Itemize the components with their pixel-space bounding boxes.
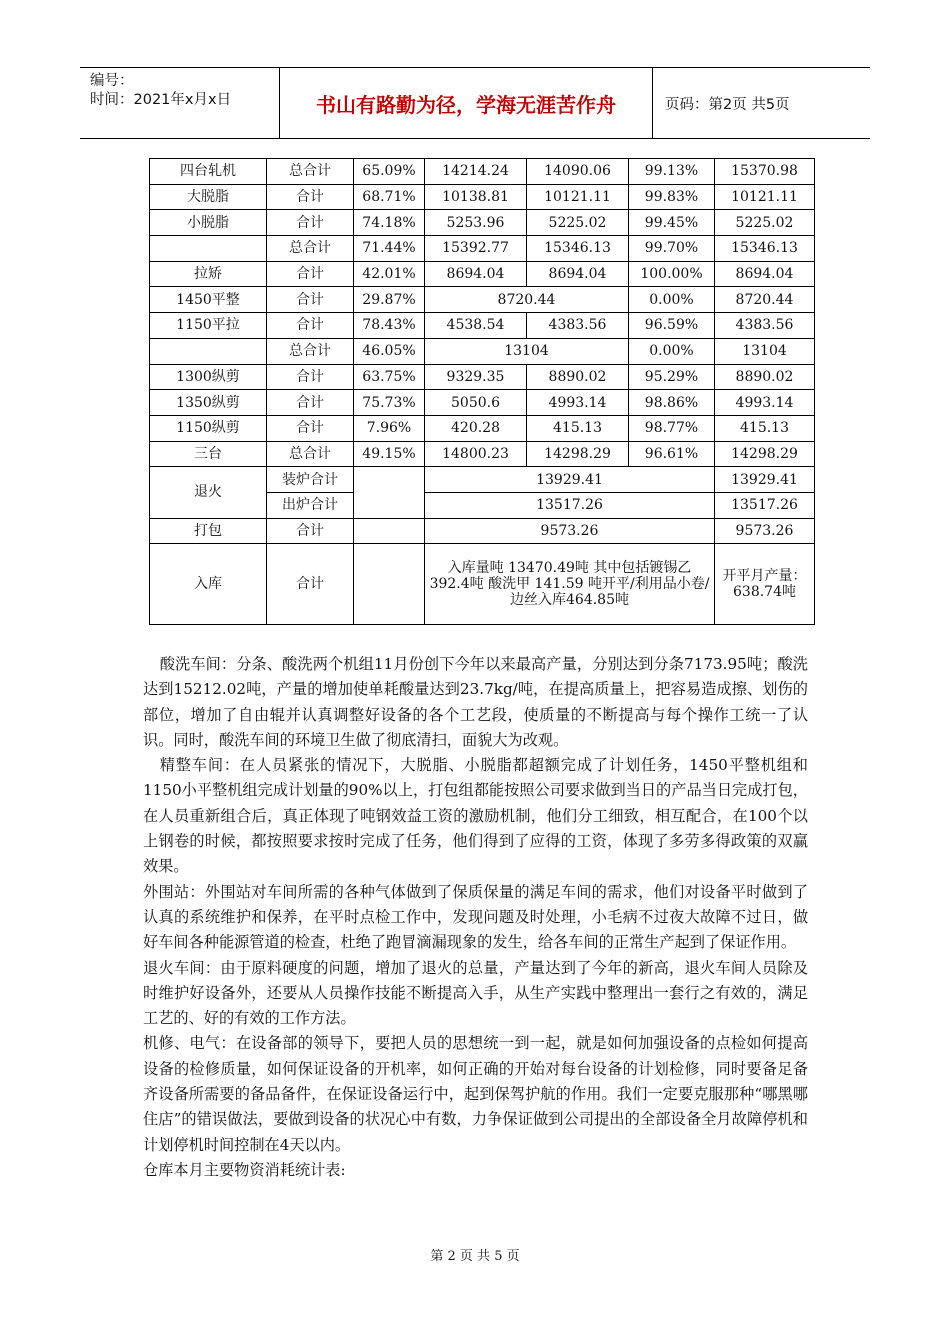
header-motto: 书山有路勤为径，学海无涯苦作舟 [280, 68, 653, 138]
table-cell: 13104 [425, 338, 629, 364]
table-cell: 合计 [267, 261, 354, 287]
table-cell: 96.61% [629, 441, 715, 467]
table-cell: 98.77% [629, 415, 715, 441]
table-row [150, 518, 815, 544]
table-cell: 10138.81 [425, 184, 527, 210]
table-cell: 49.15% [354, 441, 425, 467]
table-cell: 10121.11 [527, 184, 629, 210]
table-row [150, 313, 815, 339]
table-cell: 46.05% [354, 338, 425, 364]
table-cell: 7.96% [354, 415, 425, 441]
table-cell: 合计 [267, 210, 354, 236]
table-cell: 1150纵剪 [150, 415, 267, 441]
table-cell: 42.01% [354, 261, 425, 287]
table-cell: 4993.14 [527, 390, 629, 416]
table-cell: 合计 [267, 287, 354, 313]
table-row [150, 467, 815, 493]
table-row [150, 390, 815, 416]
table-cell: 4383.56 [715, 313, 815, 339]
table-cell: 总合计 [267, 441, 354, 467]
table-cell [150, 236, 267, 262]
table-cell: 14090.06 [527, 159, 629, 185]
header-page-number: 页码：第2页 共5页 [665, 96, 790, 113]
table-cell: 5050.6 [425, 390, 527, 416]
table-cell: 13104 [715, 338, 815, 364]
table-cell: 13929.41 [425, 467, 715, 493]
table-cell [354, 467, 425, 518]
table-cell: 8694.04 [425, 261, 527, 287]
table-cell: 415.13 [527, 415, 629, 441]
table-cell: 78.43% [354, 313, 425, 339]
table-cell [354, 544, 425, 625]
table-cell: 总合计 [267, 236, 354, 262]
paragraph-pickling: 酸洗车间：分条、酸洗两个机组11月份创下今年以来最高产量，分别达到分条7173.95吨；酸洗达到15212.02吨，产量的增加使单耗酸量达到23.7kg/吨，在提高质量上，把容易造成擦、划伤的部位，增加了自由辊并认真调整好设备的各个工艺段，使质量的不断提高与每个操作工统一了认识。同时，酸洗车间的环境卫生做了彻底清扫，面貌大为改观。 [143, 655, 808, 749]
table-cell: 装炉合计 [267, 467, 354, 493]
table-cell: 小脱脂 [150, 210, 267, 236]
table-cell: 5253.96 [425, 210, 527, 236]
table-cell: 5225.02 [715, 210, 815, 236]
table-cell: 开平月产量：638.74吨 [715, 544, 815, 625]
table-cell: 8890.02 [715, 364, 815, 390]
table-cell: 15370.98 [715, 159, 815, 185]
table-cell: 415.13 [715, 415, 815, 441]
table-cell: 75.73% [354, 390, 425, 416]
table-cell: 4538.54 [425, 313, 527, 339]
table-row [150, 184, 815, 210]
production-stats-table [149, 158, 815, 625]
table-cell: 1450平整 [150, 287, 267, 313]
table-row [150, 287, 815, 313]
table-cell: 95.29% [629, 364, 715, 390]
table-cell [150, 338, 267, 364]
table-cell [354, 518, 425, 544]
table-cell: 合计 [267, 544, 354, 625]
table-cell: 1150平拉 [150, 313, 267, 339]
table-cell: 拉矫 [150, 261, 267, 287]
table-cell: 合计 [267, 390, 354, 416]
table-cell: 打包 [150, 518, 267, 544]
page-header [80, 67, 870, 139]
table-cell: 15346.13 [715, 236, 815, 262]
table-cell: 合计 [267, 313, 354, 339]
table-cell: 10121.11 [715, 184, 815, 210]
table-cell: 14298.29 [527, 441, 629, 467]
table-row [150, 338, 815, 364]
table-cell: 退火 [150, 467, 267, 518]
table-cell: 65.09% [354, 159, 425, 185]
table-row [150, 261, 815, 287]
paragraph-utility-station: 外围站：外围站对车间所需的各种气体做到了保质保量的满足车间的需求，他们对设备平时做到了认真的系统维护和保养，在平时点检工作中，发现问题及时处理，小毛病不过夜大故障不过日，做好车间各种能源管道的检查，杜绝了跑冒滴漏现象的发生，给各车间的正常生产起到了保证作用。 [143, 882, 808, 952]
paragraph-warehouse: 仓库本月主要物资消耗统计表: [143, 1160, 346, 1179]
table-cell: 8720.44 [715, 287, 815, 313]
table-cell: 420.28 [425, 415, 527, 441]
table-cell: 74.18% [354, 210, 425, 236]
table-cell: 9573.26 [715, 518, 815, 544]
report-body [143, 652, 808, 1183]
table-cell: 出炉合计 [267, 492, 354, 518]
table-cell: 9329.35 [425, 364, 527, 390]
header-meta [80, 68, 280, 138]
table-cell: 99.70% [629, 236, 715, 262]
table-row [150, 441, 815, 467]
table-cell: 14298.29 [715, 441, 815, 467]
table-row [150, 364, 815, 390]
table-row [150, 210, 815, 236]
table-cell: 8720.44 [425, 287, 629, 313]
table-cell: 入库量吨 13470.49吨 其中包括镀锡乙 392.4吨 酸洗甲 141.59 吨开平/利用品小卷/边丝入库464.85吨 [425, 544, 715, 625]
table-cell: 99.45% [629, 210, 715, 236]
table-row [150, 415, 815, 441]
table-cell: 71.44% [354, 236, 425, 262]
table-cell: 四台轧机 [150, 159, 267, 185]
table-cell: 100.00% [629, 261, 715, 287]
table-cell: 8694.04 [715, 261, 815, 287]
table-cell: 合计 [267, 415, 354, 441]
table-cell: 0.00% [629, 287, 715, 313]
table-cell: 63.75% [354, 364, 425, 390]
table-cell: 9573.26 [425, 518, 715, 544]
table-cell: 8694.04 [527, 261, 629, 287]
table-cell: 13517.26 [425, 492, 715, 518]
paragraph-annealing: 退火车间：由于原料硬度的问题，增加了退火的总量，产量达到了今年的新高，退火车间人员除及时维护好设备外，还要从人员操作技能不断提高入手，从生产实践中整理出一套行之有效的，满足工艺的、好的有效的工作方法。 [143, 958, 808, 1028]
table-row [150, 236, 815, 262]
table-cell: 总合计 [267, 159, 354, 185]
table-cell: 总合计 [267, 338, 354, 364]
table-cell: 合计 [267, 184, 354, 210]
table-cell: 1350纵剪 [150, 390, 267, 416]
table-cell: 68.71% [354, 184, 425, 210]
page-footer: 第 2 页 共 5 页 [430, 1249, 520, 1264]
paragraph-maintenance: 机修、电气：在设备部的领导下，要把人员的思想统一到一起，就是如何加强设备的点检如何提高设备的检修质量，如何保证设备的开机率，如何正确的开始对每台设备的计划检修，同时要备足备齐设备所需要的备品备件，在保证设备运行中，起到保驾护航的作用。我们一定要克服那种“哪黑哪住店”的错误做法，要做到设备的状况心中有数，力争保证做到公司提出的全部设备全月故障停机和计划停机时间控制在4天以内。 [143, 1034, 808, 1154]
table-row [150, 159, 815, 185]
table-row [150, 544, 815, 625]
table-cell: 96.59% [629, 313, 715, 339]
table-cell: 4993.14 [715, 390, 815, 416]
table-cell: 99.13% [629, 159, 715, 185]
table-cell: 13929.41 [715, 467, 815, 493]
table-cell: 8890.02 [527, 364, 629, 390]
table-cell: 合计 [267, 518, 354, 544]
table-cell: 4383.56 [527, 313, 629, 339]
document-number-label: 编号： [90, 73, 134, 89]
table-cell: 5225.02 [527, 210, 629, 236]
table-cell: 1300纵剪 [150, 364, 267, 390]
table-cell: 合计 [267, 364, 354, 390]
table-cell: 99.83% [629, 184, 715, 210]
table-cell: 入库 [150, 544, 267, 625]
paragraph-finishing: 精整车间：在人员紧张的情况下，大脱脂、小脱脂都超额完成了计划任务，1450平整机组和1150小平整机组完成计划量的90%以上，打包组都能按照公司要求做到当日的产品当日完成打包，在人员重新组合后，真正体现了吨钢效益工资的激励机制，他们分工细致，相互配合，在100个以上钢卷的时候，都按照要求按时完成了任务，他们得到了应得的工资，体现了多劳多得政策的双赢效果。 [143, 756, 808, 876]
table-cell: 三台 [150, 441, 267, 467]
document-date: 时间：2021年x月x日 [90, 92, 232, 108]
table-cell: 14214.24 [425, 159, 527, 185]
table-cell: 29.87% [354, 287, 425, 313]
table-cell: 14800.23 [425, 441, 527, 467]
table-cell: 0.00% [629, 338, 715, 364]
table-cell: 13517.26 [715, 492, 815, 518]
table-cell: 15392.77 [425, 236, 527, 262]
table-cell: 大脱脂 [150, 184, 267, 210]
table-cell: 98.86% [629, 390, 715, 416]
table-cell: 15346.13 [527, 236, 629, 262]
